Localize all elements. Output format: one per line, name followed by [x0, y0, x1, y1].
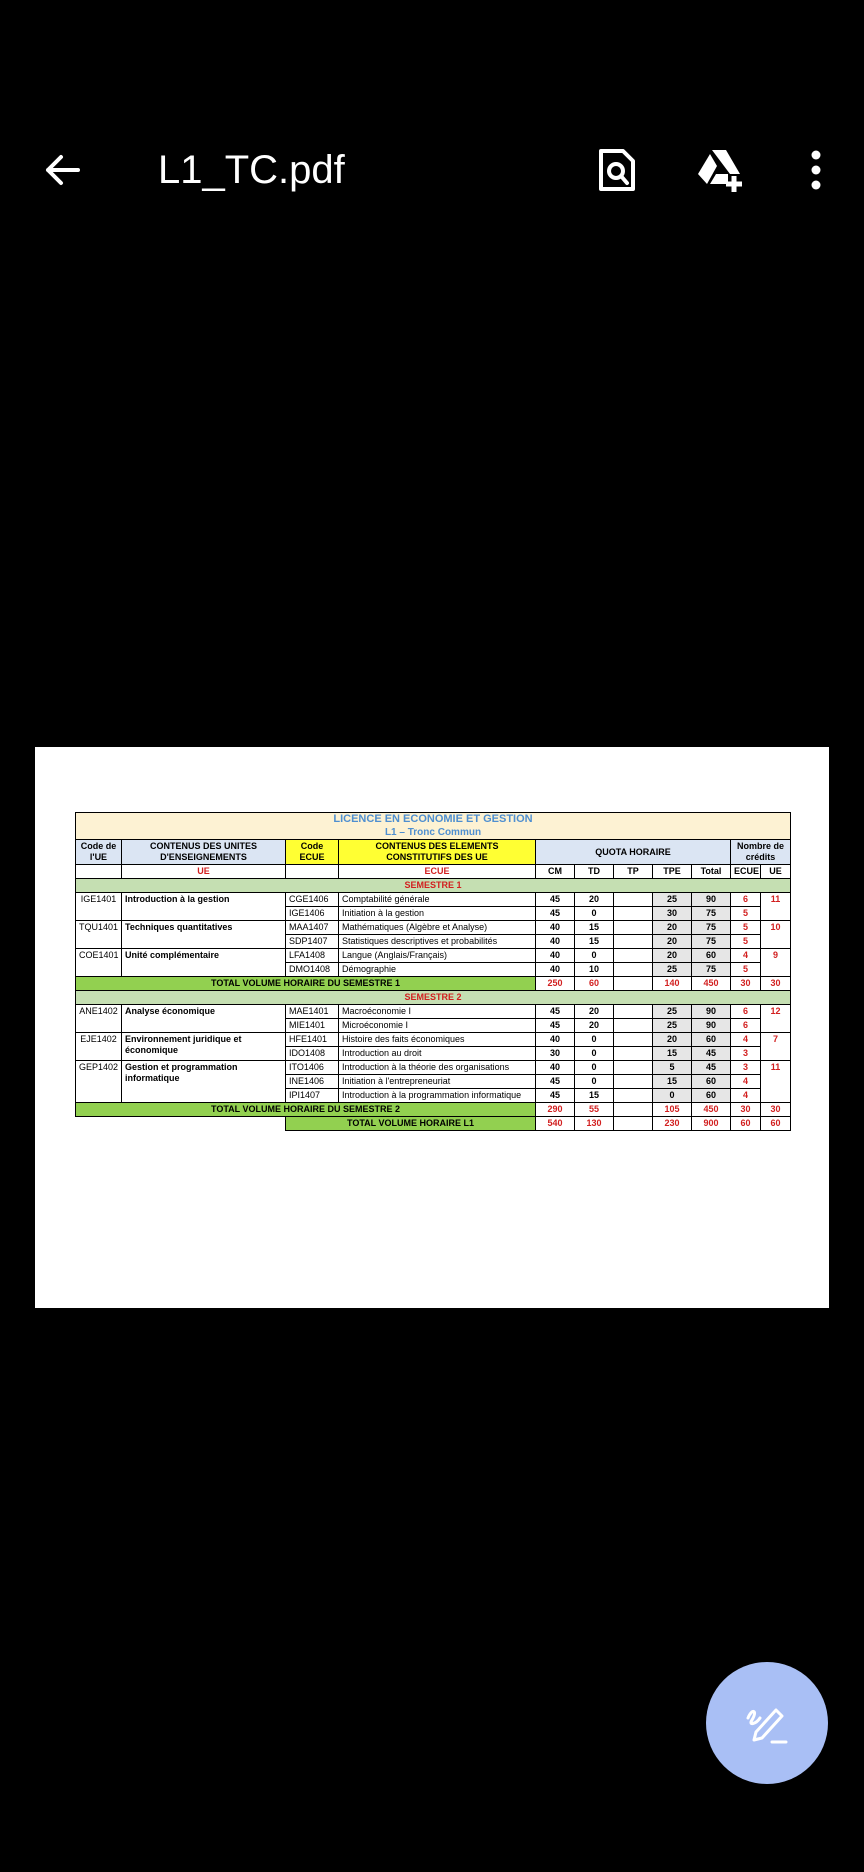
ecue-total: 75	[692, 907, 731, 921]
semester-total-tpe: 105	[653, 1103, 692, 1117]
ecue-code: IGE1406	[286, 907, 339, 921]
header-code-ue: Code de l'UE	[76, 840, 122, 865]
semester-label: SEMESTRE 1	[76, 879, 791, 893]
ue-name: Introduction à la gestion	[122, 893, 286, 921]
ecue-credits: 6	[731, 893, 761, 907]
ecue-total: 45	[692, 1061, 731, 1075]
ecue-code: SDP1407	[286, 935, 339, 949]
ecue-name: Introduction à la théorie des organisations	[339, 1061, 536, 1075]
ue-code: IGE1401	[76, 893, 122, 921]
edit-fab[interactable]	[706, 1662, 828, 1784]
ecue-tp	[614, 921, 653, 935]
ecue-tp	[614, 1033, 653, 1047]
ecue-tpe: 0	[653, 1089, 692, 1103]
ecue-tp	[614, 1047, 653, 1061]
ue-credits: 11	[761, 1061, 791, 1103]
ecue-total: 60	[692, 949, 731, 963]
ue-name: Unité complémentaire	[122, 949, 286, 977]
back-arrow-icon	[42, 150, 82, 190]
semester-total-label: TOTAL VOLUME HORAIRE DU SEMESTRE 2	[76, 1103, 536, 1117]
table-row	[76, 921, 791, 935]
ue-name: Techniques quantitatives	[122, 921, 286, 949]
ecue-total: 60	[692, 1075, 731, 1089]
ecue-name: Initiation à l'entrepreneuriat	[339, 1075, 536, 1089]
ecue-code: LFA1408	[286, 949, 339, 963]
ecue-tp	[614, 1061, 653, 1075]
ue-name: Environnement juridique et économique	[122, 1033, 286, 1061]
ecue-tpe: 20	[653, 935, 692, 949]
header-credits-ecue: ECUE	[731, 865, 761, 879]
ecue-tpe: 5	[653, 1061, 692, 1075]
ecue-tp	[614, 893, 653, 907]
ecue-code: IDO1408	[286, 1047, 339, 1061]
semester-total-ecue: 30	[731, 977, 761, 991]
ue-code: TQU1401	[76, 921, 122, 949]
ecue-credits: 4	[731, 1089, 761, 1103]
ecue-name: Microéconomie I	[339, 1019, 536, 1033]
grand-total-tp	[614, 1117, 653, 1131]
ecue-td: 15	[575, 921, 614, 935]
find-in-document-icon	[597, 147, 637, 193]
ecue-td: 0	[575, 949, 614, 963]
ecue-tpe: 20	[653, 921, 692, 935]
ecue-cm: 40	[536, 963, 575, 977]
ecue-tpe: 20	[653, 1033, 692, 1047]
ecue-td: 20	[575, 1005, 614, 1019]
ecue-code: DMO1408	[286, 963, 339, 977]
ecue-tp	[614, 1075, 653, 1089]
ecue-total: 75	[692, 963, 731, 977]
ecue-code: ITO1406	[286, 1061, 339, 1075]
semester-total-cm: 250	[536, 977, 575, 991]
ecue-name: Comptabilité générale	[339, 893, 536, 907]
table-row	[76, 1033, 791, 1047]
ecue-credits: 3	[731, 1061, 761, 1075]
header-td: TD	[575, 865, 614, 879]
ecue-cm: 45	[536, 1075, 575, 1089]
grand-total-cm: 540	[536, 1117, 575, 1131]
ecue-td: 10	[575, 963, 614, 977]
ecue-cm: 40	[536, 949, 575, 963]
ecue-name: Macroéconomie I	[339, 1005, 536, 1019]
ecue-credits: 5	[731, 963, 761, 977]
ecue-credits: 4	[731, 949, 761, 963]
header-quota-horaire: QUOTA HORAIRE	[536, 840, 731, 865]
ecue-total: 60	[692, 1033, 731, 1047]
ecue-td: 0	[575, 1047, 614, 1061]
document-title-cell: LICENCE EN ECONOMIE ET GESTION	[76, 813, 791, 827]
table-row	[76, 949, 791, 963]
ecue-total: 60	[692, 1089, 731, 1103]
document-subtitle-cell: L1 – Tronc Commun	[76, 826, 791, 840]
ecue-td: 0	[575, 1061, 614, 1075]
ecue-total: 90	[692, 1019, 731, 1033]
ue-code: ANE1402	[76, 1005, 122, 1033]
ecue-td: 20	[575, 893, 614, 907]
semester-total-row	[76, 1103, 791, 1117]
header-tpe: TPE	[653, 865, 692, 879]
ecue-credits: 4	[731, 1075, 761, 1089]
ue-code: COE1401	[76, 949, 122, 977]
ecue-code: MAE1401	[286, 1005, 339, 1019]
ecue-tpe: 25	[653, 1019, 692, 1033]
ecue-tp	[614, 935, 653, 949]
ecue-total: 75	[692, 935, 731, 949]
ecue-credits: 5	[731, 907, 761, 921]
ecue-cm: 45	[536, 1005, 575, 1019]
ecue-code: INE1406	[286, 1075, 339, 1089]
ecue-credits: 5	[731, 935, 761, 949]
ecue-name: Histoire des faits économiques	[339, 1033, 536, 1047]
ecue-credits: 6	[731, 1019, 761, 1033]
ecue-tpe: 15	[653, 1075, 692, 1089]
semester-label: SEMESTRE 2	[76, 991, 791, 1005]
ecue-cm: 45	[536, 1089, 575, 1103]
header-total: Total	[692, 865, 731, 879]
edit-pen-icon	[742, 1698, 792, 1748]
ecue-credits: 5	[731, 921, 761, 935]
grand-total-row	[76, 1117, 791, 1131]
ecue-tpe: 25	[653, 1005, 692, 1019]
ecue-td: 0	[575, 907, 614, 921]
grand-total-tpe: 230	[653, 1117, 692, 1131]
ue-credits: 7	[761, 1033, 791, 1061]
ecue-td: 15	[575, 935, 614, 949]
ecue-tpe: 25	[653, 893, 692, 907]
ue-code: GEP1402	[76, 1061, 122, 1103]
ecue-tpe: 25	[653, 963, 692, 977]
add-to-drive-button[interactable]	[692, 142, 752, 198]
ecue-tp	[614, 1005, 653, 1019]
header-ue: UE	[122, 865, 286, 879]
header-blank	[286, 865, 339, 879]
semester-total-tp	[614, 1103, 653, 1117]
ue-code: EJE1402	[76, 1033, 122, 1061]
table-row	[76, 1005, 791, 1019]
ecue-cm: 40	[536, 935, 575, 949]
ecue-name: Démographie	[339, 963, 536, 977]
semester-total-ue: 30	[761, 977, 791, 991]
ecue-total: 45	[692, 1047, 731, 1061]
ecue-cm: 45	[536, 907, 575, 921]
more-vert-icon	[810, 150, 822, 190]
ecue-cm: 30	[536, 1047, 575, 1061]
document-title: L1_TC.pdf	[158, 148, 345, 192]
semester-total-ue: 30	[761, 1103, 791, 1117]
grand-total-blank	[76, 1117, 286, 1131]
ecue-name: Statistiques descriptives et probabilités	[339, 935, 536, 949]
semester-header-row	[76, 991, 791, 1005]
ue-name: Gestion et programmation informatique	[122, 1061, 286, 1103]
header-code-ecue: Code ECUE	[286, 840, 339, 865]
semester-total-td: 55	[575, 1103, 614, 1117]
ecue-tp	[614, 963, 653, 977]
ecue-td: 0	[575, 1075, 614, 1089]
header-tp: TP	[614, 865, 653, 879]
ecue-name: Introduction au droit	[339, 1047, 536, 1061]
ue-credits: 11	[761, 893, 791, 921]
ecue-code: MAA1407	[286, 921, 339, 935]
header-contenus-ue: CONTENUS DES UNITES D'ENSEIGNEMENTS	[122, 840, 286, 865]
semester-total-label: TOTAL VOLUME HORAIRE DU SEMESTRE 1	[76, 977, 536, 991]
grand-total-ue: 60	[761, 1117, 791, 1131]
ecue-total: 90	[692, 893, 731, 907]
ecue-code: MIE1401	[286, 1019, 339, 1033]
semester-total-tp	[614, 977, 653, 991]
header-nombre-credits: Nombre de crédits	[731, 840, 791, 865]
header-blank	[76, 865, 122, 879]
semester-total-ecue: 30	[731, 1103, 761, 1117]
ecue-code: IPI1407	[286, 1089, 339, 1103]
ecue-credits: 6	[731, 1005, 761, 1019]
back-button[interactable]	[30, 142, 94, 198]
more-options-button[interactable]	[786, 142, 846, 198]
ecue-tpe: 15	[653, 1047, 692, 1061]
ecue-td: 0	[575, 1033, 614, 1047]
ecue-name: Langue (Anglais/Français)	[339, 949, 536, 963]
ecue-name: Initiation à la gestion	[339, 907, 536, 921]
ecue-tpe: 30	[653, 907, 692, 921]
semester-header-row	[76, 879, 791, 893]
ecue-name: Introduction à la programmation informatique	[339, 1089, 536, 1103]
grand-total-ecue: 60	[731, 1117, 761, 1131]
ecue-cm: 40	[536, 921, 575, 935]
header-cm: CM	[536, 865, 575, 879]
ecue-cm: 40	[536, 1033, 575, 1047]
semester-total-cm: 290	[536, 1103, 575, 1117]
ecue-td: 15	[575, 1089, 614, 1103]
semester-total-tpe: 140	[653, 977, 692, 991]
header-contenus-ecue: CONTENUS DES ELEMENTS CONSTITUTIFS DES UE	[339, 840, 536, 865]
grand-total-total: 900	[692, 1117, 731, 1131]
ecue-td: 20	[575, 1019, 614, 1033]
ecue-total: 90	[692, 1005, 731, 1019]
ecue-cm: 40	[536, 1061, 575, 1075]
find-in-document-button[interactable]	[587, 142, 647, 198]
add-to-drive-icon	[696, 148, 748, 192]
curriculum-table	[75, 812, 791, 1131]
ue-credits: 12	[761, 1005, 791, 1033]
ecue-name: Mathématiques (Algèbre et Analyse)	[339, 921, 536, 935]
ecue-code: CGE1406	[286, 893, 339, 907]
ecue-tp	[614, 907, 653, 921]
pdf-page[interactable]	[35, 747, 829, 1308]
ecue-cm: 45	[536, 893, 575, 907]
ue-credits: 9	[761, 949, 791, 977]
grand-total-label: TOTAL VOLUME HORAIRE L1	[286, 1117, 536, 1131]
table-row	[76, 893, 791, 907]
top-app-bar	[0, 120, 864, 220]
ecue-cm: 45	[536, 1019, 575, 1033]
header-ecue: ECUE	[339, 865, 536, 879]
ecue-tpe: 20	[653, 949, 692, 963]
semester-total-td: 60	[575, 977, 614, 991]
ecue-tp	[614, 949, 653, 963]
semester-total-row	[76, 977, 791, 991]
header-credits-ue: UE	[761, 865, 791, 879]
ecue-credits: 4	[731, 1033, 761, 1047]
semester-total-total: 450	[692, 1103, 731, 1117]
grand-total-td: 130	[575, 1117, 614, 1131]
ue-credits: 10	[761, 921, 791, 949]
ecue-tp	[614, 1089, 653, 1103]
semester-total-total: 450	[692, 977, 731, 991]
ecue-total: 75	[692, 921, 731, 935]
ue-name: Analyse économique	[122, 1005, 286, 1033]
ecue-code: HFE1401	[286, 1033, 339, 1047]
table-row	[76, 1061, 791, 1075]
ecue-tp	[614, 1019, 653, 1033]
ecue-credits: 3	[731, 1047, 761, 1061]
